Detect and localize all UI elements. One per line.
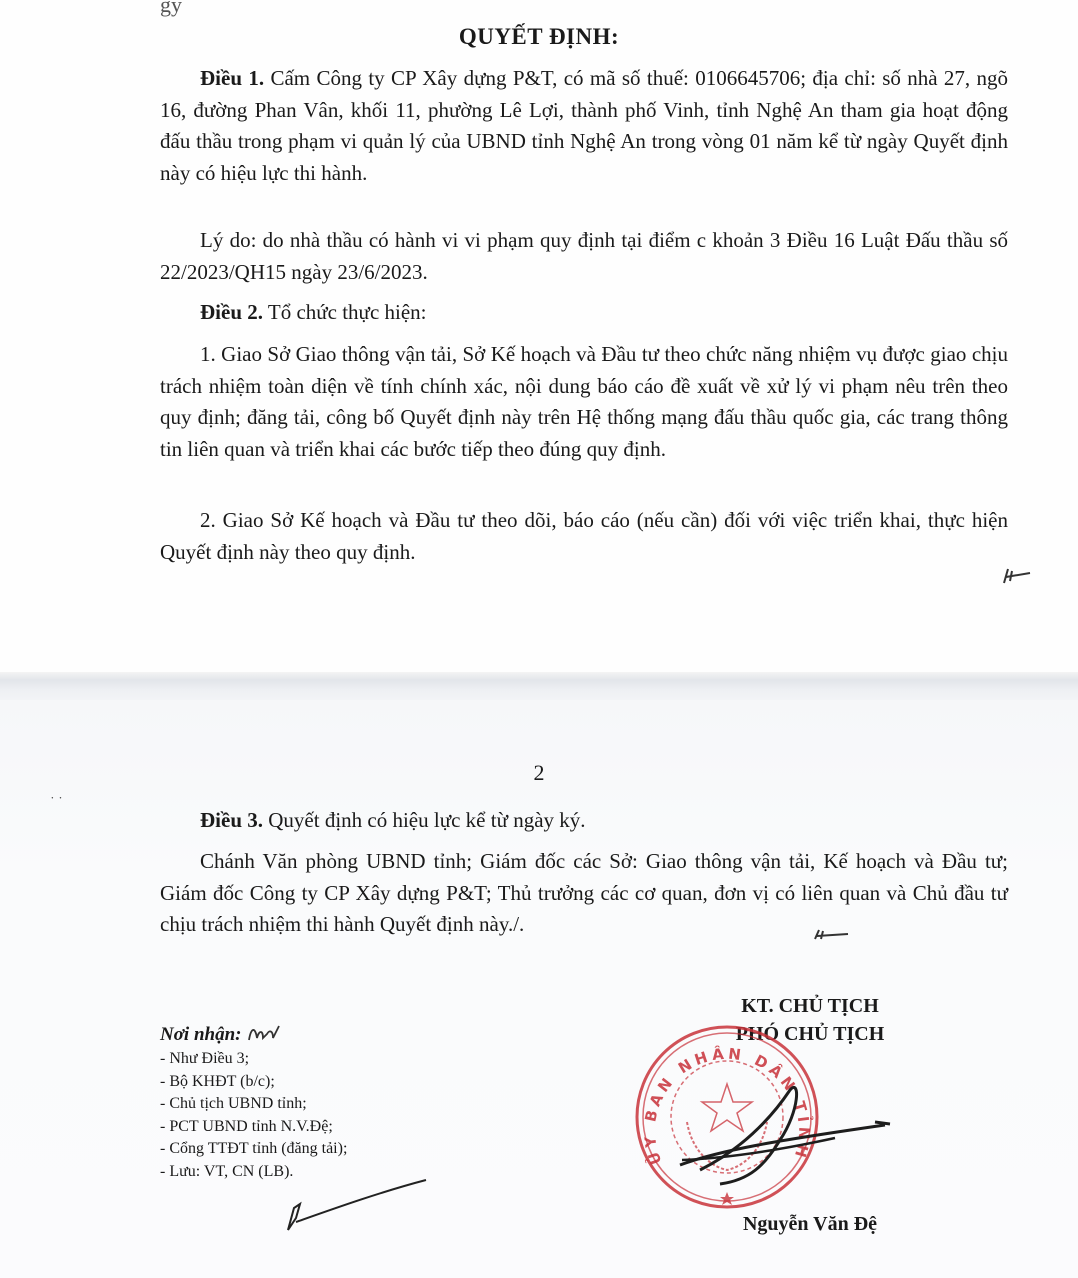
recipient-item: - Lưu: VT, CN (LB). — [160, 1162, 294, 1180]
article-2-item-1 — [160, 339, 1008, 465]
decision-title: QUYẾT ĐỊNH: — [458, 24, 620, 49]
article-2-label: Điều 2. — [200, 300, 263, 324]
previous-line-fragment: gy — [160, 0, 182, 17]
initials-mark-icon — [1000, 565, 1036, 587]
signer-name: Nguyễn Văn Đệ — [742, 1213, 878, 1235]
signer-line-1: KT. CHỦ TỊCH — [741, 995, 879, 1017]
initials-mark-icon — [812, 925, 852, 945]
recipient-item: - Bộ KHĐT (b/c); — [160, 1072, 275, 1090]
recipient-item: - PCT UBND tỉnh N.V.Đệ; — [160, 1117, 333, 1135]
page-number: 2 — [533, 760, 545, 785]
article-1 — [160, 63, 1008, 189]
recipients-block — [160, 1022, 347, 1183]
handwritten-signature-icon — [660, 1080, 900, 1190]
initials-signature-icon — [245, 1022, 285, 1044]
article-3-label: Điều 3. — [200, 808, 263, 832]
seal-text: ỦY BAN NHÂN DÂN TỈNH — [640, 1044, 814, 1167]
scan-mark: ˙ ˙ — [50, 795, 63, 810]
recipient-item: - Như Điều 3; — [160, 1050, 250, 1067]
responsible-paragraph — [160, 846, 1008, 941]
article-1-text: Cấm Công ty CP Xây dựng P&T, có mã số thuế: 0106645706; địa chỉ: số nhà 27, ngõ 16, đường Phan Vân, khối 11, phường Lê Lợi, thành phố Vinh, tỉnh Nghệ An tham gia hoạt động đấu thầu trong phạm vi quản lý của UBND tỉnh Nghệ An trong vòng 01 năm kể từ ngày Quyết định này có hiệu lực thi hành. — [160, 66, 1009, 185]
article-2 — [160, 297, 1008, 329]
recipient-item: - Cổng TTĐT tỉnh (đăng tải); — [160, 1140, 348, 1157]
article-2-item-1-text: 1. Giao Sở Giao thông vận tải, Sở Kế hoạch và Đầu tư theo chức năng nhiệm vụ được giao chịu trách nhiệm toàn diện về tính chính xác, nội dung báo cáo đề xuất về xử lý vi phạm nêu trên theo quy định; đăng tải, công bố Quyết định này trên Hệ thống mạng đấu thầu quốc gia, các trang thông tin liên quan và triển khai các bước tiếp theo đúng quy định. — [160, 342, 1008, 461]
article-2-item-2-text: 2. Giao Sở Kế hoạch và Đầu tư theo dõi, báo cáo (nếu cần) đối với việc triển khai, thực hiện Quyết định này theo quy định. — [160, 508, 1008, 564]
article-2-text: Tổ chức thực hiện: — [267, 300, 427, 324]
reason-text: Lý do: do nhà thầu có hành vi vi phạm quy định tại điểm c khoản 3 Điều 16 Luật Đấu thầu số 22/2023/QH15 ngày 23/6/2023. — [160, 228, 1008, 284]
article-3 — [160, 805, 1008, 837]
article-3-text: Quyết định có hiệu lực kể từ ngày ký. — [268, 808, 586, 832]
signer-line-2: PHÓ CHỦ TỊCH — [735, 1023, 885, 1045]
clerk-signature-icon — [270, 1170, 430, 1240]
reason-paragraph — [160, 225, 1008, 288]
article-2-item-2 — [160, 505, 1008, 568]
article-1-label: Điều 1. — [200, 66, 265, 90]
responsible-text: Chánh Văn phòng UBND tỉnh; Giám đốc các Sở: Giao thông vận tải, Kế hoạch và Đầu tư; Giám đốc Công ty CP Xây dựng P&T; Thủ trưởng các cơ quan, đơn vị có liên quan và Chủ đầu tư chịu trách nhiệm thi hành Quyết định này./. — [160, 849, 1008, 936]
recipient-item: - Chủ tịch UBND tỉnh; — [160, 1095, 307, 1112]
page-2 — [0, 700, 1078, 1278]
recipients-heading: Nơi nhận: — [160, 1024, 242, 1045]
